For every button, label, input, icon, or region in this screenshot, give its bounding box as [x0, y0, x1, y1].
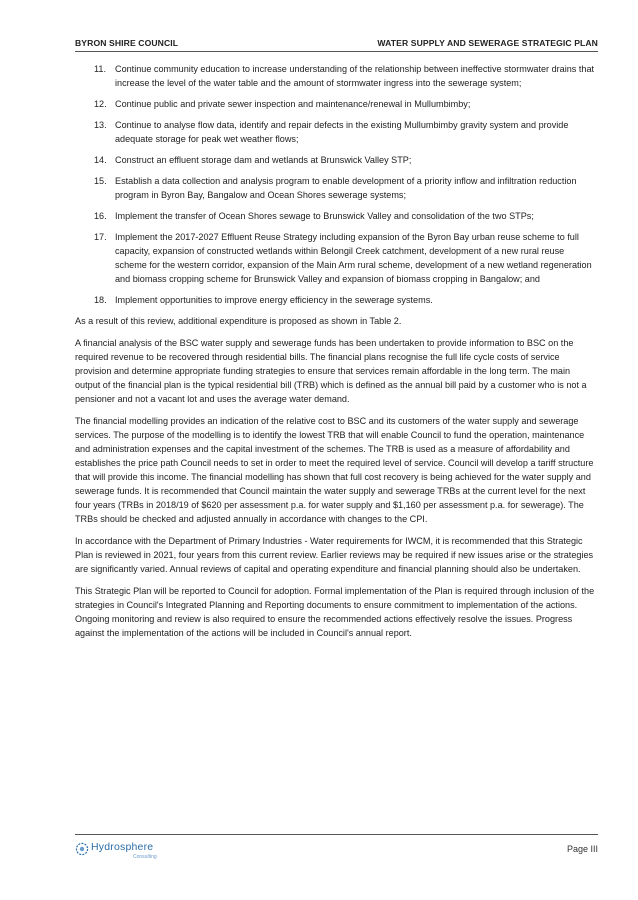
list-text: Establish a data collection and analysis program to enable development of a priority inflow and infiltration reduction program in Byron Bay, Bangalow and Ocean Shores sewerage systems; [115, 176, 577, 200]
list-text: Implement opportunities to improve energy efficiency in the sewerage systems. [115, 295, 433, 305]
header-divider [75, 51, 598, 52]
hydrosphere-logo [75, 840, 165, 862]
list-item [75, 174, 597, 202]
list-number: 14. [94, 155, 107, 165]
page-header [75, 35, 598, 51]
list-text: Continue community education to increase understanding of the relationship between ineffective stormwater drains that increase the level of the water table and the amount of stormwater ingress into the sewerage system; [115, 64, 595, 88]
header-document-title: WATER SUPPLY AND SEWERAGE STRATEGIC PLAN [377, 38, 598, 48]
list-number: 15. [94, 176, 107, 186]
list-item [75, 118, 597, 146]
list-item [75, 230, 597, 286]
paragraph-financial-analysis: A financial analysis of the BSC water supply and sewerage funds has been undertaken to provide information to BSC on the required revenue to be recovered through residential bills. The financial plans recognise the full life cycle costs of service provision and determine appropriate funding strategies to ensure that services remain affordable in the long term. The main output of the financial plan is the typical residential bill (TRB) which is defined as the annual bill paid by a customer who is not a pensioner and not a vacant lot and uses the average water demand. [75, 338, 587, 404]
list-item [75, 62, 597, 90]
list-number: 16. [94, 211, 107, 221]
paragraph-review-schedule: In accordance with the Department of Primary Industries - Water requirements for IWCM, it is recommended that this Strategic Plan is reviewed in 2021, four years from this current review. Earlier reviews may be required if new issues arise or the strategies are significantly varied. Annual reviews of capital and operating expenditure and financial planning should also be undertaken. [75, 536, 594, 574]
footer-divider [75, 834, 598, 835]
paragraph-expenditure: As a result of this review, additional expenditure is proposed as shown in Table 2. [75, 316, 402, 326]
page-number: Page III [566, 844, 598, 854]
list-number: 17. [94, 232, 107, 242]
page-body [75, 62, 597, 648]
list-number: 18. [94, 295, 107, 305]
list-text: Continue to analyse flow data, identify and repair defects in the existing Mullumbimby gravity system and provide adequate storage for peak wet weather flows; [115, 120, 569, 144]
list-text: Implement the transfer of Ocean Shores sewage to Brunswick Valley and consolidation of the two STPs; [115, 211, 534, 221]
list-number: 11. [94, 64, 106, 74]
paragraph-adoption: This Strategic Plan will be reported to Council for adoption. Formal implementation of the Plan is required through inclusion of the strategies in Council's Integrated Planning and Reporting documents to ensure commitment to implementation of the actions. Ongoing monitoring and review is also required to ensure the recommended actions effectively resolve the issues. Progress against the implementation of the actions will be included in Council's annual report. [75, 586, 595, 638]
list-text: Continue public and private sewer inspection and maintenance/renewal in Mullumbimby; [115, 99, 471, 109]
list-text: Implement the 2017-2027 Effluent Reuse Strategy including expansion of the Byron Bay urban reuse scheme to full capacity, expansion of constructed wetlands within Belongil Creek catchment, development of a new rural reuse scheme for the western corridor, expansion of the Main Arm rural scheme, development of a new wetland regeneration and biomass cropping scheme for Brunswick Valley and expansion of biomass cropping in Bangalow; and [115, 232, 592, 284]
list-item [75, 293, 597, 307]
list-text: Construct an effluent storage dam and wetlands at Brunswick Valley STP; [115, 155, 412, 165]
strategy-list [75, 62, 597, 307]
list-item [75, 153, 597, 167]
logo-wordmark: Hydrosphere [91, 841, 154, 853]
paragraph-financial-modelling: The financial modelling provides an indication of the relative cost to BSC and its customers of the water supply and sewerage services. The purpose of the modelling is to identify the lowest TRB that will enable Council to fund the operation, maintenance and administration expenses and the capital investment of the schemes. The TRB is used as a measure of affordability and establishes the price path Council needs to set in order to meet the required level of service. Council will develop a tariff structure that will provide this income. The financial modelling has shown that full cost recovery is being achieved for the water supply and sewerage funds. It is recommended that Council maintain the water supply and sewerage TRBs at the current level for the next four years (TRBs in 2018/19 of $620 per assessment p.a. for water supply and $1,160 per assessment p.a. for sewerage). The TRBs should be checked and adjusted annually in accordance with changes to the CPI. [75, 416, 594, 524]
header-organisation: BYRON SHIRE COUNCIL [75, 38, 179, 48]
list-item [75, 209, 597, 223]
list-number: 13. [94, 120, 107, 130]
logo-subtitle: Consulting [133, 854, 157, 860]
globe-icon [75, 842, 89, 856]
list-number: 12. [94, 99, 107, 109]
list-item [75, 97, 597, 111]
